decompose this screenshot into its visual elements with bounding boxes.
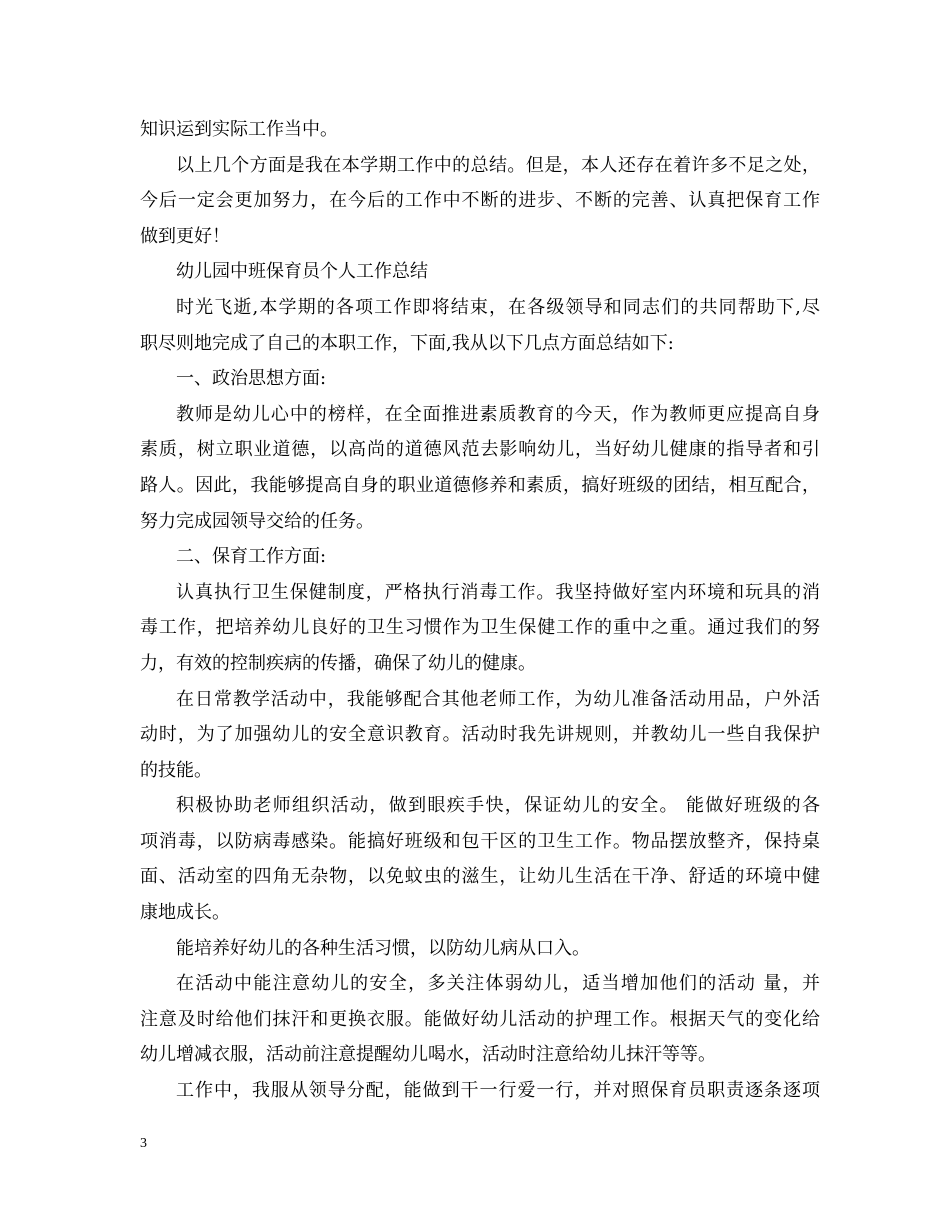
- text-line: 项消毒，以防病毒感染。能搞好班级和包干区的卫生工作。物品摆放整齐，保持桌: [140, 830, 820, 852]
- text-line: 路人。因此，我能够提高自身的职业道德修养和素质，搞好班级的团结，相互配合，: [140, 474, 820, 496]
- text-line: 二、保育工作方面:: [176, 546, 327, 568]
- text-line: 知识运到实际工作当中。: [140, 119, 338, 140]
- text-line: 职尽则地完成了自己的本职工作，下面,我从以下几点方面总结如下:: [140, 332, 674, 354]
- text-line: 在日常教学活动中，我能够配合其他老师工作，为幼儿准备活动用品，户外活: [176, 688, 820, 710]
- text-line: 毒工作，把培养幼儿良好的卫生习惯作为卫生保健工作的重中之重。通过我们的努: [140, 617, 820, 639]
- text-line: 教师是幼儿心中的榜样，在全面推进素质教育的今天，作为教师更应提高自身: [176, 403, 820, 425]
- text-line: 一、政治思想方面:: [176, 368, 327, 390]
- text-line: 努力完成园领导交给的任务。: [140, 510, 374, 532]
- text-line: 时光飞逝,本学期的各项工作即将结束，在各级领导和同志们的共同帮助下,尽: [176, 296, 820, 318]
- text-line: 素质，树立职业道德，以高尚的道德风范去影响幼儿，当好幼儿健康的指导者和引: [140, 439, 820, 461]
- text-line: 做到更好！: [140, 225, 230, 247]
- text-line: 面、活动室的四角无杂物，以免蚊虫的滋生，让幼儿生活在干净、舒适的环境中健: [140, 866, 820, 888]
- text-line: 康地成长。: [140, 902, 230, 924]
- text-line: 幼儿园中班保育员个人工作总结: [176, 261, 428, 283]
- text-line: 力，有效的控制疾病的传播，确保了幼儿的健康。: [140, 652, 536, 674]
- text-line: 今后一定会更加努力，在今后的工作中不断的进步、不断的完善、认真把保育工作: [140, 190, 820, 212]
- document-body: [140, 112, 820, 1109]
- text-line: 以上几个方面是我在本学期工作中的总结。但是，本人还存在着许多不足之处，: [176, 154, 820, 176]
- text-line: 积极协助老师组织活动，做到眼疾手快，保证幼儿的安全。 能做好班级的各: [176, 795, 820, 817]
- text-line: 认真执行卫生保健制度，严格执行消毒工作。我坚持做好室内环境和玩具的消: [176, 581, 820, 603]
- page-number: 3: [140, 1136, 147, 1151]
- text-line: 的技能。: [140, 759, 212, 781]
- text-line: 在活动中能注意幼儿的安全，多关注体弱幼儿，适当增加他们的活动 量，并: [176, 973, 820, 995]
- text-line: 幼儿增减衣服，活动前注意提醒幼儿喝水，活动时注意给幼儿抹汗等等。: [140, 1044, 716, 1066]
- text-line: 注意及时给他们抹汗和更换衣服。能做好幼儿活动的护理工作。根据天气的变化给: [140, 1008, 820, 1030]
- text-line: 工作中，我服从领导分配，能做到干一行爱一行，并对照保育员职责逐条逐项: [176, 1080, 820, 1102]
- text-line: 能培养好幼儿的各种生活习惯，以防幼儿病从口入。: [176, 937, 590, 959]
- text-line: 动时，为了加强幼儿的安全意识教育。活动时我先讲规则，并教幼儿一些自我保护: [140, 724, 820, 746]
